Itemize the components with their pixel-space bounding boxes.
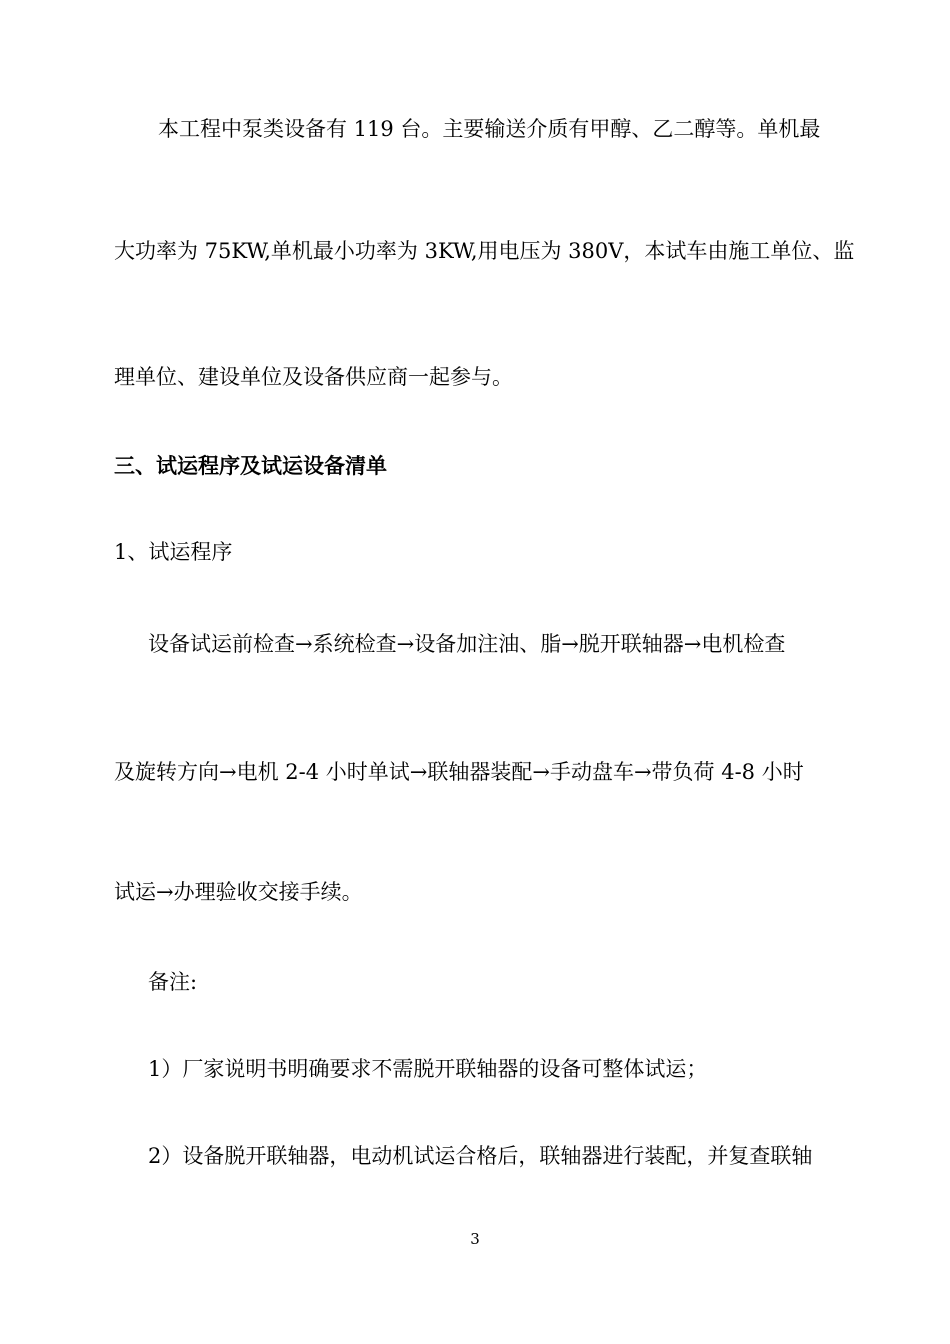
section-heading: 三、试运程序及试运设备清单 — [114, 453, 387, 478]
subsection-heading: 1、试运程序 — [114, 540, 233, 564]
procedure-line: 试运→办理验收交接手续。 — [114, 880, 363, 904]
note-item: 1）厂家说明书明确要求不需脱开联轴器的设备可整体试运； — [148, 1057, 708, 1081]
paragraph-line: 大功率为 75KW,单机最小功率为 3KW,用电压为 380V，本试车由施工单位、监 — [114, 239, 855, 263]
paragraph-line: 理单位、建设单位及设备供应商一起参与。 — [114, 365, 513, 389]
notes-label: 备注: — [148, 970, 198, 994]
note-item: 2）设备脱开联轴器，电动机试运合格后，联轴器进行装配，并复查联轴 — [148, 1144, 813, 1168]
procedure-line: 及旋转方向→电机 2-4 小时单试→联轴器装配→手动盘车→带负荷 4-8 小时 — [114, 760, 804, 784]
procedure-line: 设备试运前检查→系统检查→设备加注油、脂→脱开联轴器→电机检查 — [148, 632, 786, 656]
page-number: 3 — [470, 1230, 480, 1248]
paragraph-line: 本工程中泵类设备有 119 台。主要输送介质有甲醇、乙二醇等。单机最 — [158, 117, 821, 141]
